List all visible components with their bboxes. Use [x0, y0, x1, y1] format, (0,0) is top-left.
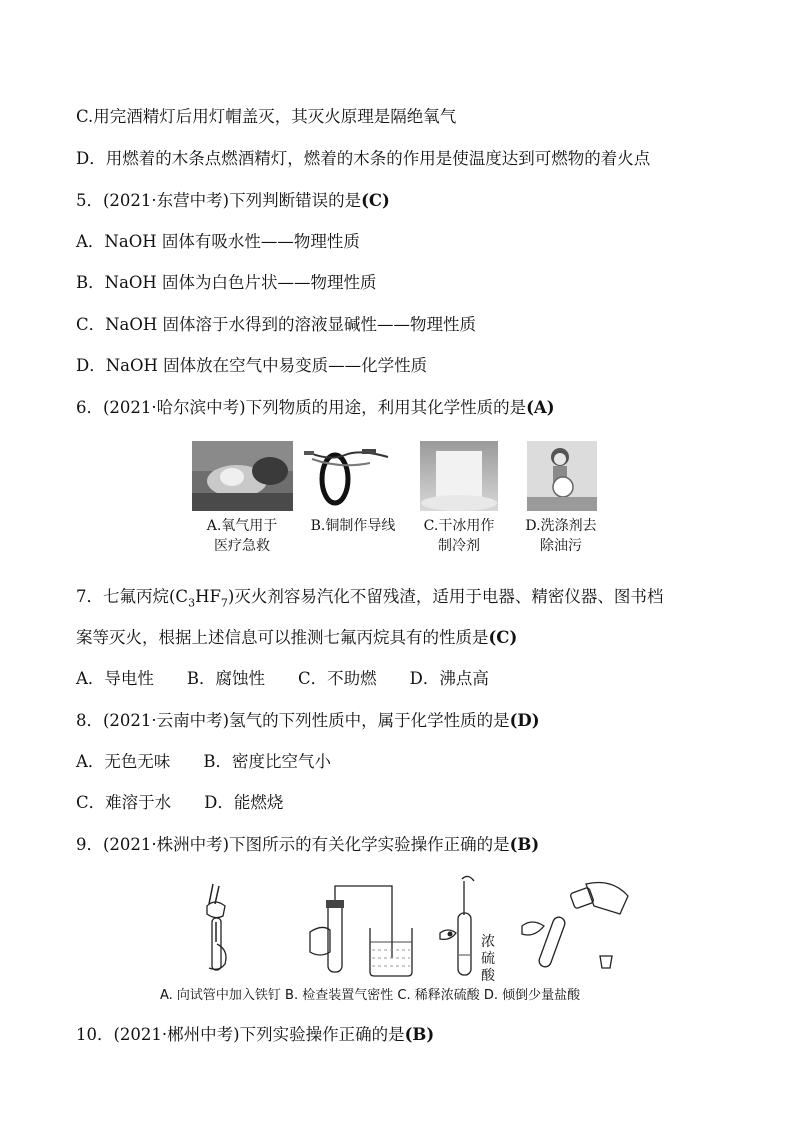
q7-stem-part-c: )灭火剂容易汽化不留残渣，适用于电器、精密仪器、图书档	[227, 587, 664, 606]
acid-label-char3: 酸	[481, 968, 495, 984]
oxygen-mask-photo	[192, 441, 293, 511]
q6-caption-a	[186, 516, 298, 556]
acid-label-char2: 硫	[481, 951, 495, 967]
q7-stem-line2	[76, 627, 517, 649]
q7-subscript-7: 7	[220, 596, 228, 610]
q6-stem-text: 6．(2021·哈尔滨中考)下列物质的用途，利用其化学性质的是	[76, 398, 527, 417]
q5-stem-text: 5．(2021·东营中考)下列判断错误的是	[76, 191, 362, 210]
q5-option-c: C．NaOH 固体溶于水得到的溶液显碱性——物理性质	[76, 315, 477, 334]
q6-caption-c	[412, 516, 506, 556]
q7-subscript-3: 3	[188, 596, 196, 610]
q6-caption-b	[298, 516, 408, 536]
q9-stem	[76, 834, 539, 856]
test-tube-nail-figure	[195, 880, 245, 980]
q7-options: A．导电性 B．腐蚀性 C．不助燃 D．沸点高	[76, 669, 489, 688]
q8-stem-text: 8．(2021·云南中考)氢气的下列性质中，属于化学性质的是	[76, 711, 510, 730]
q8-options-row1: A．无色无味 B．密度比空气小	[76, 752, 332, 771]
q6-caption-a-line2: 医疗急救	[214, 538, 270, 554]
q7-stem-line1	[76, 586, 663, 614]
q10-answer: (B)	[404, 1025, 435, 1044]
q8-options-row2: C．难溶于水 D．能燃烧	[76, 793, 284, 812]
acid-label-char1: 浓	[481, 934, 495, 950]
q5-option-d: D．NaOH 固体放在空气中易变质——化学性质	[76, 356, 428, 375]
q6-caption-c-line2: 制冷剂	[438, 538, 480, 554]
detergent-photo	[527, 441, 597, 511]
q9-figure-captions: A. 向试管中加入铁钉 B. 检查装置气密性 C. 稀释浓硫酸 D. 倾倒少量盐酸	[160, 988, 581, 1003]
q10-stem-text: 10．(2021·郴州中考)下列实验操作正确的是	[76, 1025, 405, 1044]
q4-option-d: D．用燃着的木条点燃酒精灯，燃着的木条的作用是使温度达到可燃物的着火点	[76, 149, 651, 168]
q6-caption-c-line1: C.干冰用作	[423, 518, 495, 534]
q5-answer: (C)	[361, 191, 390, 210]
q9-stem-text: 9．(2021·株洲中考)下图所示的有关化学实验操作正确的是	[76, 835, 510, 854]
q7-stem-part-b: HF	[195, 587, 221, 606]
q5-stem	[76, 190, 390, 212]
q6-caption-a-line1: A.氧气用于	[206, 518, 278, 534]
q6-caption-d	[514, 516, 608, 556]
q7-answer: (C)	[488, 628, 518, 647]
q6-caption-d-line2: 除油污	[540, 538, 582, 554]
q9-answer: (B)	[509, 835, 540, 854]
concentrated-sulfuric-acid-label	[480, 934, 496, 985]
airtightness-figure	[308, 880, 413, 980]
q6-caption-d-line1: D.洗涤剂去	[525, 518, 597, 534]
q5-option-b: B．NaOH 固体为白色片状——物理性质	[76, 273, 377, 292]
q6-caption-b-line1: B.铜制作导线	[310, 518, 396, 534]
q10-stem	[76, 1024, 434, 1046]
pour-acid-figure	[516, 880, 636, 975]
q6-stem	[76, 397, 555, 419]
q8-answer: (D)	[509, 711, 540, 730]
copper-wire-photo	[300, 441, 395, 511]
q4-option-c: C.用完酒精灯后用灯帽盖灭，其灭火原理是隔绝氧气	[76, 107, 457, 126]
q8-stem	[76, 710, 540, 732]
q5-option-a: A．NaOH 固体有吸水性——物理性质	[76, 232, 360, 251]
q7-stem-part-a: 7．七氟丙烷(C	[76, 587, 189, 606]
q7-stem-line2-text: 案等灭火，根据上述信息可以推测七氟丙烷具有的性质是	[76, 628, 489, 647]
q6-answer: (A)	[526, 398, 555, 417]
dry-ice-photo	[420, 441, 498, 511]
